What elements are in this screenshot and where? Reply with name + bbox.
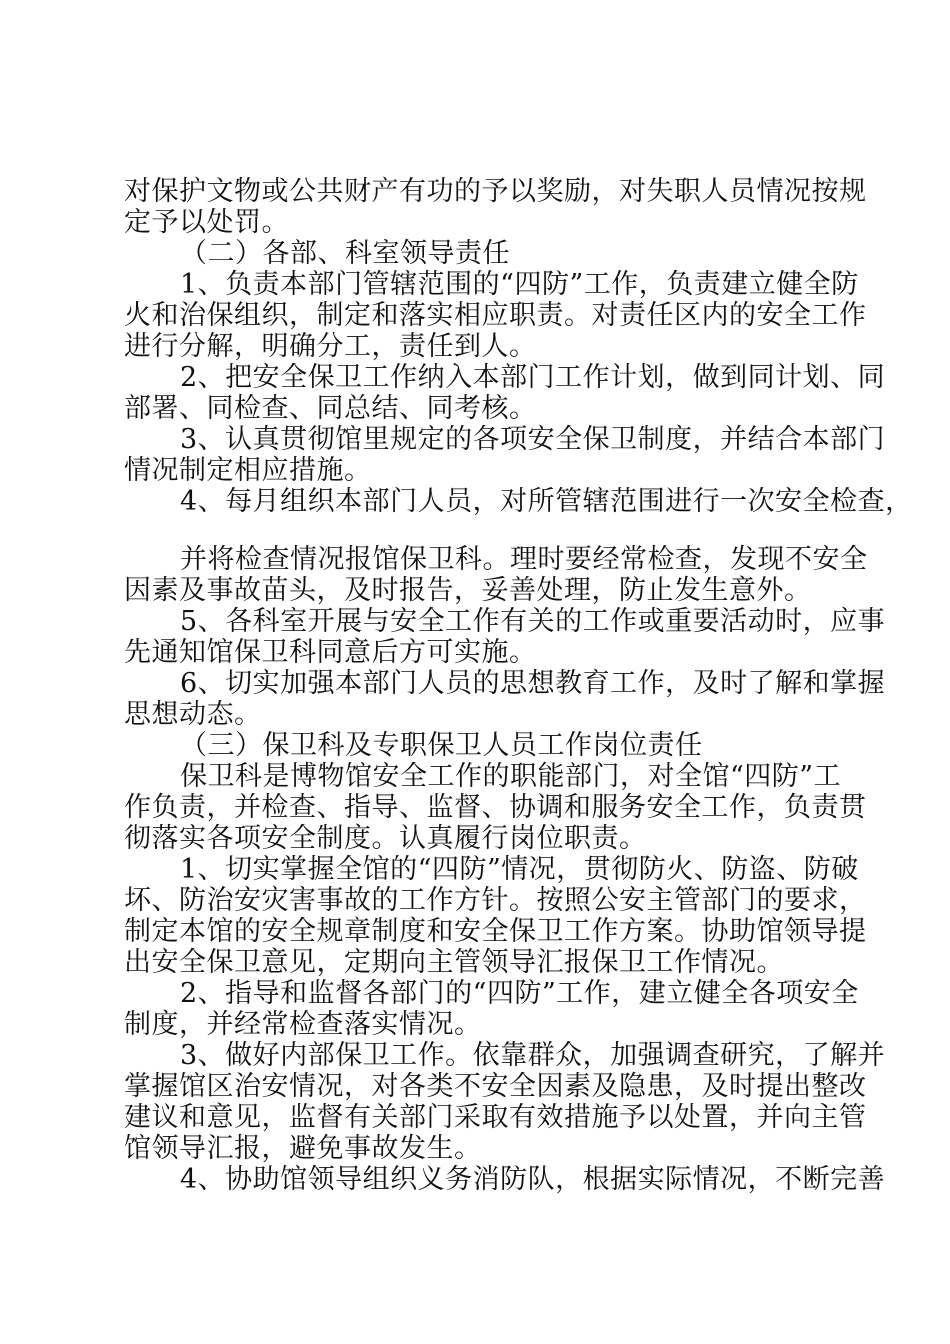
body-text-line: 对保护文物或公共财产有功的予以奖励，对失职人员情况按规: [124, 176, 867, 207]
body-text-line: 先通知馆保卫科同意后方可实施。: [124, 637, 537, 668]
body-text-line: 因素及事故苗头，及时报告，妥善处理，防止发生意外。: [124, 575, 812, 606]
body-text-line: 思想动态。: [124, 699, 262, 730]
body-text-line: 火和治保组织，制定和落实相应职责。对责任区内的安全工作: [124, 300, 867, 331]
body-text-line: 3、认真贯彻馆里规定的各项安全保卫制度，并结合本部门: [180, 424, 886, 455]
body-text-line: 保卫科是博物馆安全工作的职能部门，对全馆“四防”工: [180, 761, 842, 792]
body-text-line: 掌握馆区治安情况，对各类不安全因素及隐患，及时提出整改: [124, 1071, 867, 1102]
body-text-line: 6、切实加强本部门人员的思想教育工作，及时了解和掌握: [180, 668, 886, 699]
body-text-line: 作负责，并检查、指导、监督、协调和服务安全工作，负责贯: [124, 792, 867, 823]
section-heading: （三）保卫科及专职保卫人员工作岗位责任: [180, 730, 703, 761]
body-text-line: 1、负责本部门管辖范围的“四防”工作，负责建立健全防: [180, 269, 859, 300]
body-text-line: 馆领导汇报，避免事故发生。: [124, 1133, 482, 1164]
body-text-line: 2、指导和监督各部门的“四防”工作，建立健全各项安全: [180, 978, 859, 1009]
body-text-line: 2、把安全保卫工作纳入本部门工作计划，做到同计划、同: [180, 362, 886, 393]
body-text-line: 部署、同检查、同总结、同考核。: [124, 393, 537, 424]
body-text-line: 出安全保卫意见，定期向主管领导汇报保卫工作情况。: [124, 947, 784, 978]
body-text-line: 制度，并经常检查落实情况。: [124, 1009, 482, 1040]
body-text-line: 进行分解，明确分工，责任到人。: [124, 331, 537, 362]
body-text-line: 定予以处罚。: [124, 207, 289, 238]
body-text-line: 4、每月组织本部门人员，对所管辖范围进行一次安全检查，: [180, 486, 913, 517]
body-text-line: 并将检查情况报馆保卫科。理时要经常检查，发现不安全: [180, 544, 868, 575]
body-text-line: 制定本馆的安全规章制度和安全保卫工作方案。协助馆领导提: [124, 916, 867, 947]
body-text-line: 建议和意见，监督有关部门采取有效措施予以处置，并向主管: [124, 1102, 867, 1133]
body-text-line: 5、各科室开展与安全工作有关的工作或重要活动时，应事: [180, 606, 886, 637]
body-text-line: 3、做好内部保卫工作。依靠群众，加强调查研究，了解并: [180, 1040, 886, 1071]
body-text-line: 情况制定相应措施。: [124, 455, 372, 486]
body-text-line: 4、协助馆领导组织义务消防队，根据实际情况，不断完善: [180, 1164, 886, 1195]
body-text-line: 1、切实掌握全馆的“四防”情况，贯彻防火、防盗、防破: [180, 854, 859, 885]
body-text-line: 坏、防治安灾害事故的工作方针。按照公安主管部门的要求，: [124, 885, 867, 916]
section-heading: （二）各部、科室领导责任: [180, 238, 510, 269]
body-text-line: 彻落实各项安全制度。认真履行岗位职责。: [124, 823, 647, 854]
